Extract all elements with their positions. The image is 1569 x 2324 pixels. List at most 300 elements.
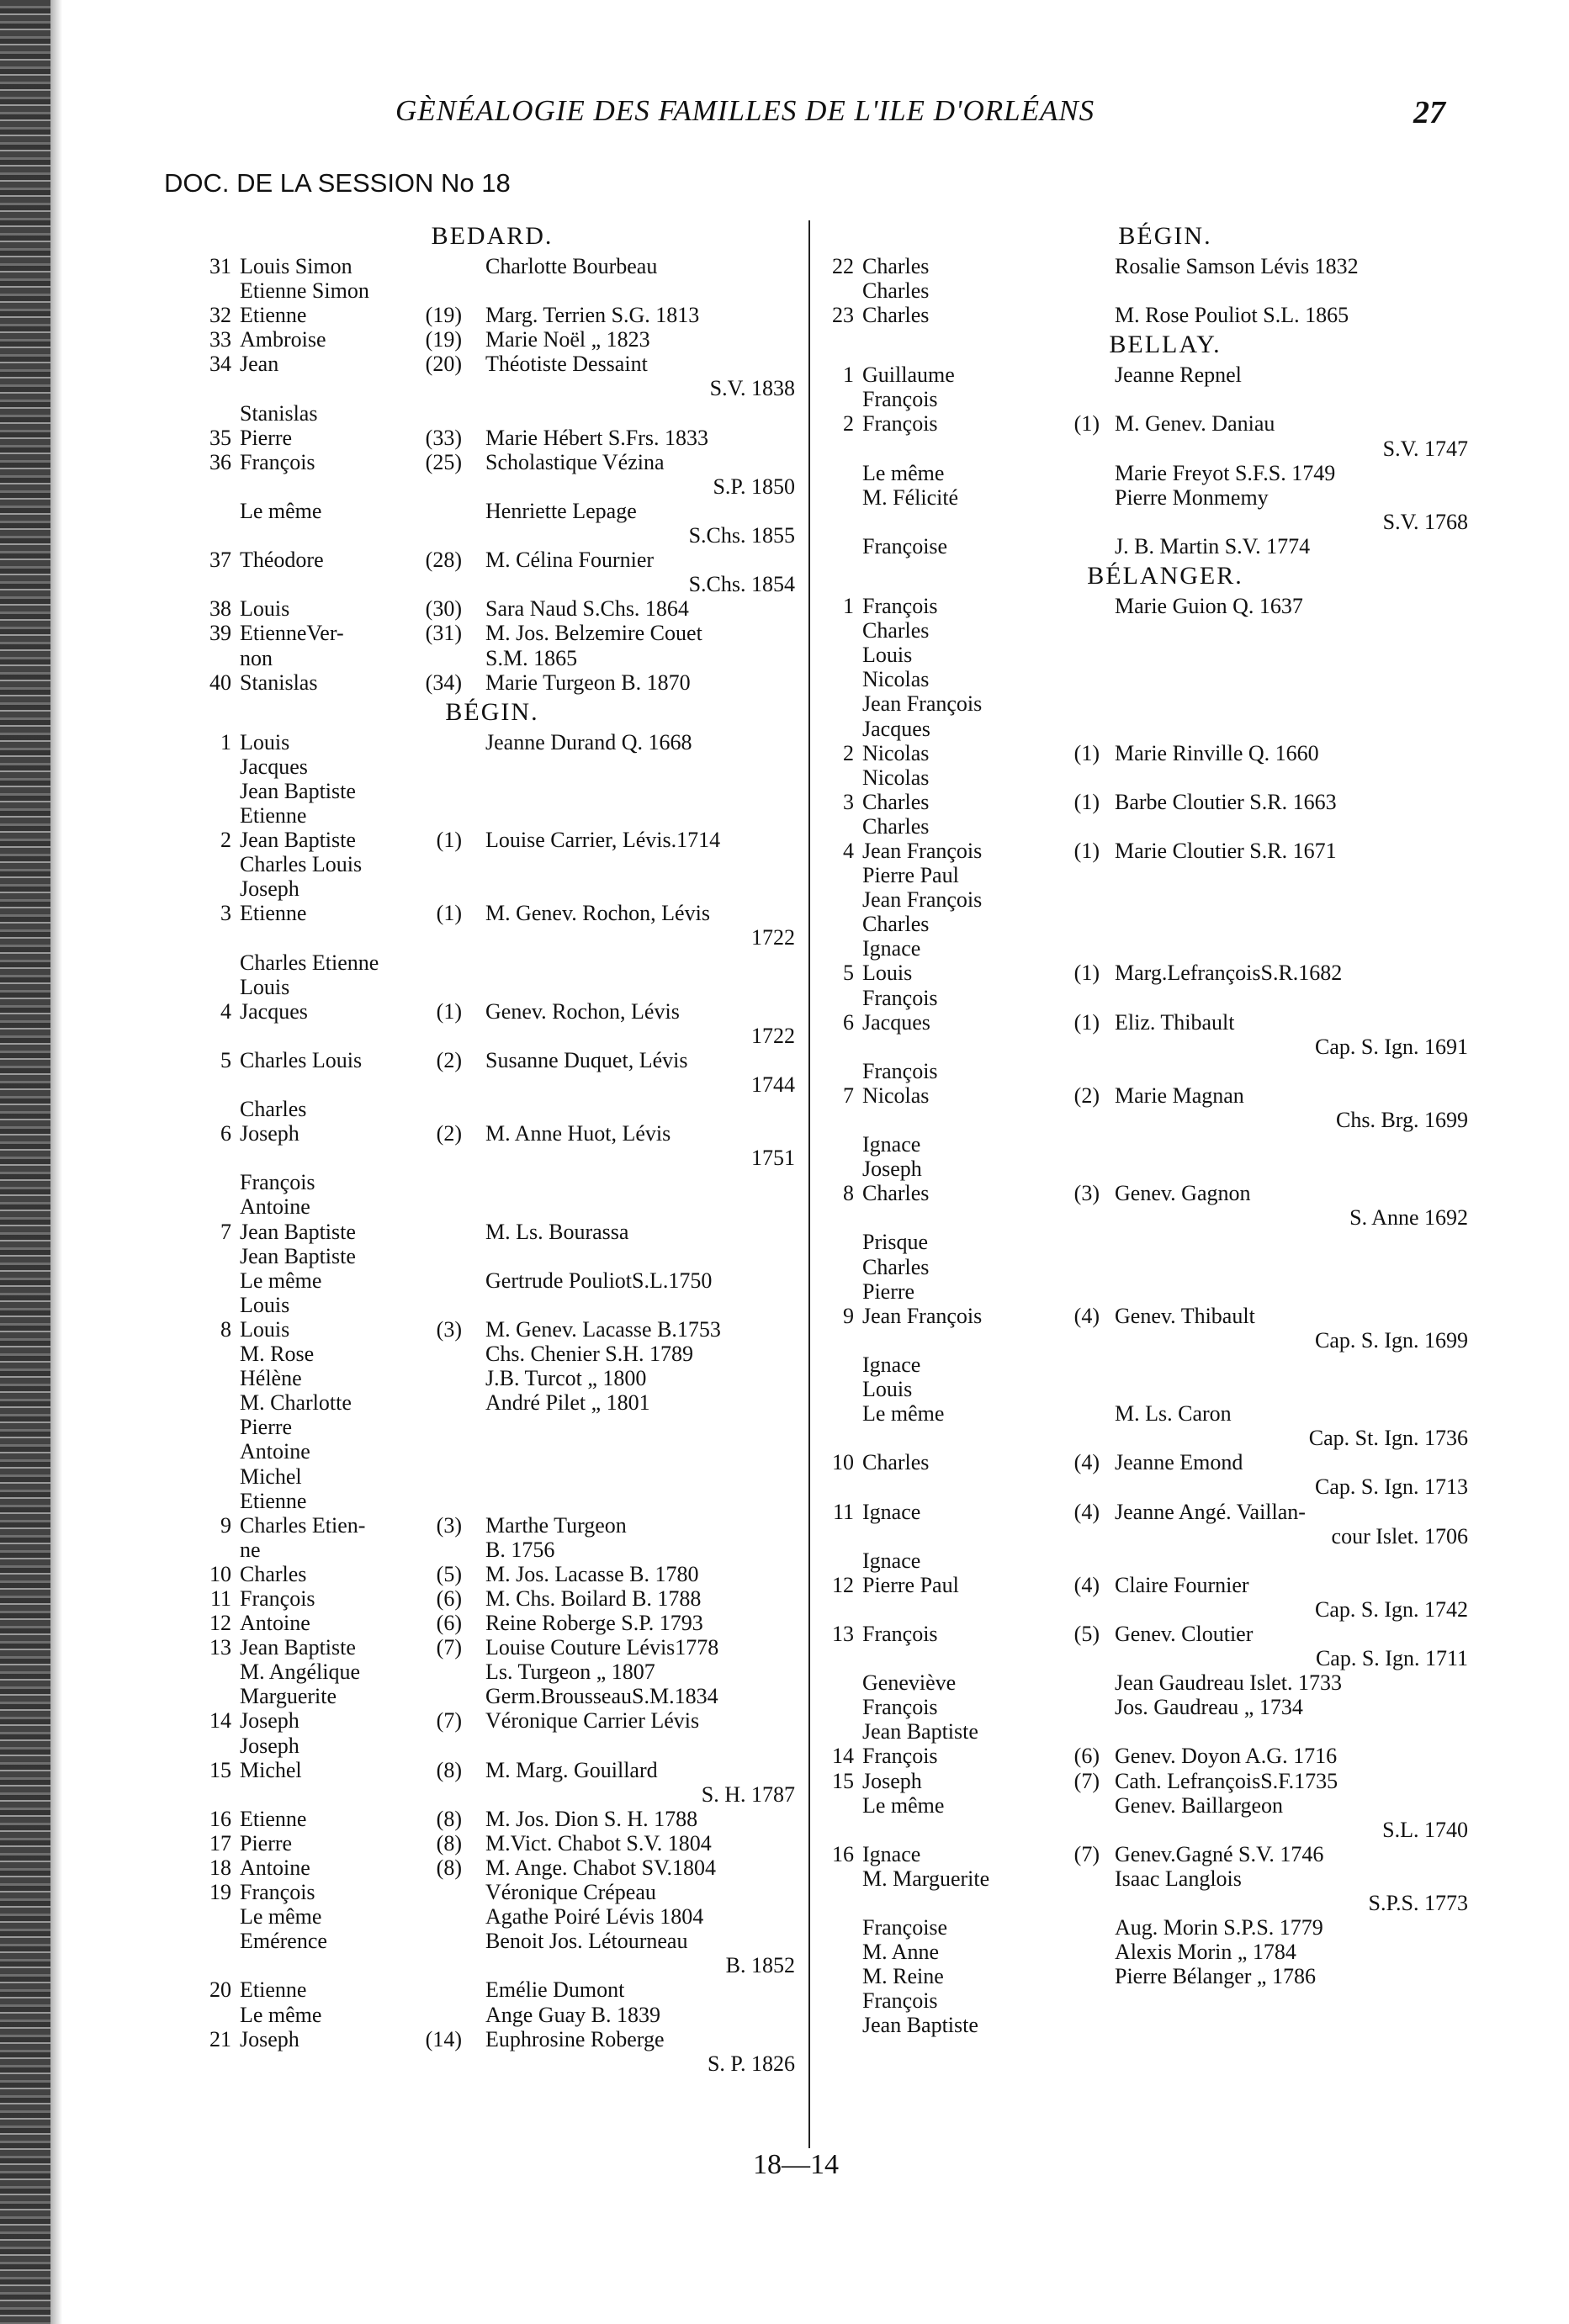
genealogy-entry bbox=[862, 1059, 1468, 1083]
genealogy-entry bbox=[220, 998, 795, 1024]
spouse-and-marriage: Genev. Rochon, Lévis bbox=[485, 998, 680, 1024]
person-name: Etienne bbox=[240, 1488, 307, 1513]
spouse-and-marriage: Susanne Duquet, Lévis bbox=[485, 1047, 688, 1072]
person-name: Ignace bbox=[862, 1841, 921, 1866]
person-name: Etienne bbox=[240, 802, 307, 828]
parent-reference: (6) bbox=[436, 1586, 462, 1611]
person-name: Etienne bbox=[240, 303, 307, 328]
entry-number: 19 bbox=[209, 1880, 231, 1905]
spouse-and-marriage: Marie Hébert S.Frs. 1833 bbox=[485, 425, 709, 450]
marriage-place-date: S.V. 1838 bbox=[709, 376, 795, 401]
person-name: Joseph bbox=[240, 1733, 299, 1758]
spouse-and-marriage: Agathe Poiré Lévis 1804 bbox=[485, 1904, 704, 1930]
spouse-and-marriage: Scholastique Vézina bbox=[485, 449, 665, 474]
person-name: François bbox=[862, 1988, 938, 2014]
person-name: Charles bbox=[862, 1181, 930, 1206]
spouse-and-marriage: Jean Gaudreau Islet. 1733 bbox=[1115, 1670, 1343, 1696]
spouse-and-marriage: Charlotte Bourbeau bbox=[485, 254, 658, 278]
genealogy-entry bbox=[240, 646, 795, 670]
spouse-and-marriage: M. Genev. Rochon, Lévis bbox=[485, 901, 710, 926]
person-name: Ambroise bbox=[240, 327, 326, 352]
person-name: M. Anne bbox=[862, 1940, 939, 1965]
parent-reference: (1) bbox=[1073, 838, 1100, 863]
binding-shadow bbox=[50, 0, 62, 2324]
parent-reference: (2) bbox=[1073, 1083, 1100, 1108]
parent-reference: (1) bbox=[1073, 1009, 1100, 1035]
spouse-and-marriage: Jeanne Repnel bbox=[1115, 363, 1242, 388]
person-name: Hélène bbox=[240, 1366, 302, 1391]
parent-reference: (19) bbox=[425, 327, 462, 352]
person-name: Guillaume bbox=[862, 363, 955, 388]
person-name: François bbox=[240, 1170, 315, 1195]
entry-number: 14 bbox=[832, 1744, 854, 1769]
spouse-and-marriage: Véronique Crépeau bbox=[485, 1880, 656, 1905]
person-name: Charles Etienne bbox=[240, 950, 379, 975]
genealogy-entry bbox=[240, 1489, 795, 1513]
genealogy-entry bbox=[220, 1121, 795, 1146]
entry-number: 11 bbox=[209, 1586, 231, 1611]
entry-number: 31 bbox=[209, 254, 231, 278]
entry-number: 21 bbox=[209, 2026, 231, 2051]
person-name: M. Charlotte bbox=[240, 1390, 352, 1416]
spouse-and-marriage: Reine Roberge S.P. 1793 bbox=[485, 1611, 703, 1636]
genealogy-entry bbox=[240, 1244, 795, 1268]
parent-reference: (1) bbox=[436, 901, 462, 926]
entry-number: 16 bbox=[209, 1806, 231, 1831]
genealogy-entry bbox=[862, 2013, 1468, 2037]
genealogy-entry bbox=[843, 363, 1468, 388]
spouse-and-marriage: Jos. Gaudreau „ 1734 bbox=[1115, 1695, 1303, 1720]
parent-reference: (7) bbox=[436, 1708, 462, 1734]
genealogy-entry bbox=[240, 852, 795, 876]
entry-number: 3 bbox=[843, 789, 854, 814]
marriage-place-date: S.V. 1747 bbox=[1382, 436, 1468, 461]
entry-number: 4 bbox=[843, 838, 854, 863]
genealogy-entry bbox=[209, 352, 795, 377]
entry-number: 33 bbox=[209, 327, 231, 352]
genealogy-entry bbox=[862, 887, 1468, 912]
person-name: François bbox=[862, 1058, 938, 1083]
book-binding-edge bbox=[0, 0, 50, 2324]
genealogy-entry bbox=[240, 1268, 795, 1293]
entry-number: 20 bbox=[209, 1977, 231, 2003]
spouse-and-marriage: Pierre Bélanger „ 1786 bbox=[1115, 1964, 1316, 1989]
genealogy-entry bbox=[862, 643, 1468, 667]
genealogy-entry bbox=[832, 1499, 1468, 1524]
person-name: Pierre Paul bbox=[862, 863, 959, 888]
genealogy-entry bbox=[220, 1512, 795, 1538]
spouse-and-marriage: Alexis Morin „ 1784 bbox=[1115, 1940, 1296, 1965]
person-name: Le même bbox=[862, 460, 945, 485]
spouse-and-marriage: Cath. LefrançoisS.F.1735 bbox=[1115, 1768, 1338, 1793]
genealogy-entry bbox=[240, 1538, 795, 1562]
parent-reference: (25) bbox=[425, 449, 462, 474]
parent-reference: (1) bbox=[1073, 961, 1100, 986]
parent-reference: (3) bbox=[1073, 1181, 1100, 1206]
genealogy-entry bbox=[220, 729, 795, 754]
genealogy-entry bbox=[862, 1719, 1468, 1744]
spouse-and-marriage: Henriette Lepage bbox=[485, 498, 637, 523]
genealogy-entry bbox=[862, 1377, 1468, 1401]
genealogy-entry bbox=[862, 814, 1468, 839]
entry-number: 7 bbox=[843, 1083, 854, 1108]
person-name: Louis bbox=[240, 596, 290, 622]
parent-reference: (6) bbox=[1073, 1744, 1100, 1769]
person-name: Nicolas bbox=[862, 740, 930, 765]
person-name: Charles bbox=[240, 1561, 307, 1586]
genealogy-entry bbox=[862, 717, 1468, 741]
genealogy-entry bbox=[220, 901, 795, 926]
entry-number: 23 bbox=[832, 303, 854, 328]
spouse-and-marriage: Germ.BrousseauS.M.1834 bbox=[485, 1684, 718, 1709]
genealogy-entry bbox=[843, 411, 1468, 437]
entry-number: 1 bbox=[220, 729, 231, 754]
person-name: Jean bbox=[240, 352, 279, 377]
person-name: Ignace bbox=[862, 1548, 921, 1573]
parent-reference: (34) bbox=[425, 670, 462, 695]
spouse-and-marriage: M.Vict. Chabot S.V. 1804 bbox=[485, 1830, 712, 1855]
marriage-place-date: 1722 bbox=[751, 1023, 795, 1048]
person-name: Jean Baptiste bbox=[240, 1635, 356, 1660]
genealogy-entry bbox=[832, 1768, 1468, 1793]
genealogy-entry bbox=[862, 667, 1468, 691]
entry-number: 18 bbox=[209, 1855, 231, 1880]
spouse-and-marriage: Théotiste Dessaint bbox=[485, 352, 648, 377]
entry-number: 16 bbox=[832, 1841, 854, 1866]
spouse-and-marriage: J.B. Turcot „ 1800 bbox=[485, 1366, 647, 1391]
spouse-and-marriage: Jeanne Angé. Vaillan- bbox=[1115, 1499, 1306, 1524]
person-name: Charles bbox=[862, 618, 930, 643]
genealogy-entry bbox=[209, 1880, 795, 1905]
spouse-and-marriage: Aug. Morin S.P.S. 1779 bbox=[1115, 1915, 1323, 1940]
spouse-and-marriage: Marie Cloutier S.R. 1671 bbox=[1115, 838, 1337, 863]
marriage-place-date: S.Chs. 1855 bbox=[688, 523, 795, 548]
genealogy-entry bbox=[240, 1464, 795, 1489]
genealogy-entry bbox=[209, 548, 795, 573]
genealogy-entry bbox=[862, 986, 1468, 1010]
parent-reference: (14) bbox=[425, 2026, 462, 2051]
parent-reference: (8) bbox=[436, 1855, 462, 1880]
person-name: Le même bbox=[240, 1268, 322, 1293]
spouse-and-marriage: J. B. Martin S.V. 1774 bbox=[1115, 533, 1311, 559]
parent-reference: (19) bbox=[425, 303, 462, 328]
entry-number: 6 bbox=[843, 1009, 854, 1035]
person-name: Jean Baptiste bbox=[240, 1243, 356, 1268]
genealogy-entry bbox=[240, 1684, 795, 1708]
person-name: Pierre bbox=[240, 425, 293, 450]
parent-reference: (30) bbox=[425, 596, 462, 622]
person-name: Jean Baptiste bbox=[862, 1719, 978, 1744]
marriage-place-date: 1722 bbox=[751, 925, 795, 950]
person-name: François bbox=[862, 411, 938, 437]
person-name: Joseph bbox=[240, 2026, 299, 2051]
genealogy-entry bbox=[843, 740, 1468, 765]
genealogy-entry bbox=[843, 1009, 1468, 1035]
person-name: M. Angélique bbox=[240, 1660, 360, 1685]
person-name: Louis bbox=[240, 1292, 290, 1317]
page-number: 27 bbox=[1413, 95, 1445, 130]
spouse-and-marriage: Marg. Terrien S.G. 1813 bbox=[485, 303, 700, 328]
person-name: Jacques bbox=[240, 754, 308, 779]
spouse-and-marriage: André Pilet „ 1801 bbox=[485, 1390, 650, 1416]
person-name: Michel bbox=[240, 1757, 302, 1782]
genealogy-entry bbox=[862, 691, 1468, 716]
spouse-and-marriage: Genev. Cloutier bbox=[1115, 1621, 1254, 1646]
genealogy-entry bbox=[209, 2026, 795, 2051]
person-name: Jacques bbox=[240, 998, 308, 1024]
entry-number: 39 bbox=[209, 621, 231, 646]
parent-reference: (7) bbox=[1073, 1841, 1100, 1866]
spouse-and-marriage: Ls. Turgeon „ 1807 bbox=[485, 1660, 655, 1685]
spouse-and-marriage: M. Jos. Dion S. H. 1788 bbox=[485, 1806, 698, 1831]
person-name: Jean Baptiste bbox=[240, 1219, 356, 1244]
person-name: Joseph bbox=[240, 1121, 299, 1146]
spouse-and-marriage: Genev. Baillargeon bbox=[1115, 1792, 1283, 1818]
spouse-and-marriage: Rosalie Samson Lévis 1832 bbox=[1115, 254, 1359, 278]
spouse-and-marriage: M. Jos. Lacasse B. 1780 bbox=[485, 1561, 699, 1586]
person-name: Emérence bbox=[240, 1929, 327, 1954]
spouse-and-marriage: M. Chs. Boilard B. 1788 bbox=[485, 1586, 702, 1611]
person-name: Charles bbox=[862, 912, 930, 937]
entry-number: 7 bbox=[220, 1219, 231, 1244]
entry-number: 11 bbox=[832, 1499, 854, 1524]
printer-signature: 18—14 bbox=[753, 2149, 839, 2180]
marriage-place-date: S.V. 1768 bbox=[1382, 509, 1468, 534]
spouse-and-marriage: Genev. Gagnon bbox=[1115, 1181, 1251, 1206]
parent-reference: (20) bbox=[425, 352, 462, 377]
person-name: M. Marguerite bbox=[862, 1866, 990, 1891]
parent-reference: (3) bbox=[436, 1512, 462, 1538]
person-name: non bbox=[240, 645, 273, 670]
person-name: Jean François bbox=[862, 1303, 983, 1328]
entry-number: 32 bbox=[209, 303, 231, 328]
genealogy-entry bbox=[862, 1548, 1468, 1573]
person-name: Louis bbox=[862, 1377, 913, 1402]
genealogy-entry bbox=[240, 1660, 795, 1684]
parent-reference: (5) bbox=[1073, 1621, 1100, 1646]
parent-reference: (2) bbox=[436, 1121, 462, 1146]
spouse-and-marriage: M. Ls. Bourassa bbox=[485, 1219, 629, 1244]
genealogy-entry bbox=[832, 1572, 1468, 1597]
genealogy-entry bbox=[240, 1904, 795, 1929]
spouse-and-marriage: M. Genev. Daniau bbox=[1115, 411, 1275, 437]
genealogy-entry bbox=[240, 1390, 795, 1415]
entry-number: 9 bbox=[220, 1512, 231, 1538]
genealogy-entry bbox=[862, 912, 1468, 936]
spouse-and-marriage: Benoit Jos. Létourneau bbox=[485, 1929, 688, 1954]
marriage-place-date: S.L. 1740 bbox=[1382, 1817, 1468, 1842]
person-name: François bbox=[862, 387, 938, 412]
marriage-place-date: S. Anne 1692 bbox=[1349, 1205, 1468, 1231]
genealogy-entry bbox=[862, 1230, 1468, 1254]
genealogy-entry bbox=[862, 1353, 1468, 1377]
person-name: Louis Simon bbox=[240, 254, 352, 278]
entry-number: 4 bbox=[220, 998, 231, 1024]
spouse-and-marriage: Marie Magnan bbox=[1115, 1083, 1244, 1108]
person-name: Ignace bbox=[862, 1499, 921, 1524]
spouse-and-marriage: Genev. Thibault bbox=[1115, 1303, 1255, 1328]
person-name: Louis bbox=[240, 1316, 290, 1342]
marriage-place-date: S. H. 1787 bbox=[701, 1781, 795, 1807]
spouse-and-marriage: Genev.Gagné S.V. 1746 bbox=[1115, 1841, 1324, 1866]
parent-reference: (2) bbox=[436, 1047, 462, 1072]
person-name: Françoise bbox=[862, 1915, 948, 1940]
genealogy-entry bbox=[832, 254, 1468, 278]
spouse-and-marriage: M. Anne Huot, Lévis bbox=[485, 1121, 671, 1146]
entry-number: 6 bbox=[220, 1121, 231, 1146]
entry-number: 13 bbox=[209, 1635, 231, 1660]
person-name: Pierre bbox=[240, 1415, 293, 1440]
genealogy-entry bbox=[209, 670, 795, 695]
spouse-and-marriage: Genev. Doyon A.G. 1716 bbox=[1115, 1744, 1338, 1769]
person-name: Le même bbox=[240, 1904, 322, 1930]
person-name: Nicolas bbox=[862, 1083, 930, 1108]
person-name: Nicolas bbox=[862, 765, 930, 790]
spouse-and-marriage: Gertrude PouliotS.L.1750 bbox=[485, 1268, 713, 1293]
genealogy-entry bbox=[220, 1047, 795, 1072]
person-name: Le même bbox=[240, 2002, 322, 2027]
person-name: Ignace bbox=[862, 1132, 921, 1157]
person-name: Antoine bbox=[240, 1611, 310, 1636]
spouse-and-marriage: S.M. 1865 bbox=[485, 645, 578, 670]
genealogy-entry bbox=[240, 950, 795, 975]
spouse-and-marriage: Claire Fournier bbox=[1115, 1572, 1249, 1597]
genealogy-entry bbox=[862, 765, 1468, 790]
family-heading: BEDARD. bbox=[431, 222, 554, 250]
parent-reference: (3) bbox=[436, 1316, 462, 1342]
person-name: Joseph bbox=[862, 1768, 922, 1793]
person-name: Charles bbox=[240, 1097, 307, 1122]
genealogy-entry bbox=[862, 534, 1468, 559]
genealogy-entry bbox=[240, 499, 795, 523]
genealogy-entry bbox=[240, 1415, 795, 1439]
person-name: Etienne bbox=[240, 1806, 307, 1831]
spouse-and-marriage: Pierre Monmemy bbox=[1115, 484, 1269, 510]
spouse-and-marriage: Sara Naud S.Chs. 1864 bbox=[485, 596, 689, 622]
person-name: François bbox=[862, 594, 938, 619]
parent-reference: (1) bbox=[1073, 789, 1100, 814]
parent-reference: (5) bbox=[436, 1561, 462, 1586]
genealogy-entry bbox=[240, 2003, 795, 2027]
marriage-place-date: Cap. S. Ign. 1742 bbox=[1315, 1596, 1468, 1622]
genealogy-entry bbox=[862, 618, 1468, 643]
person-name: Ignace bbox=[862, 936, 921, 961]
parent-reference: (8) bbox=[436, 1757, 462, 1782]
person-name: Etienne bbox=[240, 1977, 307, 2003]
marriage-place-date: Chs. Brg. 1699 bbox=[1336, 1108, 1468, 1132]
entry-number: 5 bbox=[220, 1047, 231, 1072]
genealogy-entry bbox=[220, 828, 795, 853]
person-name: M. Félicité bbox=[862, 484, 959, 510]
person-name: Charles Louis bbox=[240, 1047, 363, 1072]
spouse-and-marriage: B. 1756 bbox=[485, 1537, 555, 1562]
marriage-place-date: S.P. 1850 bbox=[713, 474, 795, 499]
genealogy-entry bbox=[240, 1170, 795, 1194]
spouse-and-marriage: M. Ls. Caron bbox=[1115, 1401, 1232, 1427]
page-header bbox=[0, 94, 1569, 145]
person-name: Jean Baptiste bbox=[240, 828, 356, 853]
spouse-and-marriage: Louise Carrier, Lévis.1714 bbox=[485, 828, 721, 853]
spouse-and-marriage: Jeanne Durand Q. 1668 bbox=[485, 729, 692, 754]
person-name: Jacques bbox=[862, 716, 930, 741]
spouse-and-marriage: Barbe Cloutier S.R. 1663 bbox=[1115, 789, 1337, 814]
entry-number: 2 bbox=[220, 828, 231, 853]
genealogy-entry bbox=[862, 1132, 1468, 1157]
genealogy-entry bbox=[843, 1083, 1468, 1108]
genealogy-entry bbox=[209, 1757, 795, 1782]
person-name: Pierre Paul bbox=[862, 1572, 959, 1597]
parent-reference: (4) bbox=[1073, 1499, 1100, 1524]
right-column bbox=[832, 219, 1468, 2038]
person-name: Stanislas bbox=[240, 400, 318, 426]
parent-reference: (1) bbox=[436, 828, 462, 853]
entry-number: 10 bbox=[832, 1450, 854, 1475]
genealogy-entry bbox=[209, 449, 795, 474]
person-name: Nicolas bbox=[862, 667, 930, 692]
person-name: François bbox=[240, 449, 315, 474]
parent-reference: (1) bbox=[1073, 411, 1100, 437]
spouse-and-marriage: M. Ange. Chabot SV.1804 bbox=[485, 1855, 716, 1880]
marriage-place-date: S. P. 1826 bbox=[707, 2051, 795, 2076]
person-name: Marguerite bbox=[240, 1684, 337, 1709]
genealogy-entry bbox=[862, 461, 1468, 485]
person-name: François bbox=[862, 1744, 938, 1769]
entry-number: 8 bbox=[843, 1181, 854, 1206]
person-name: François bbox=[862, 1695, 938, 1720]
genealogy-entry bbox=[832, 303, 1468, 328]
person-name: M. Rose bbox=[240, 1342, 315, 1367]
entry-number: 1 bbox=[843, 363, 854, 388]
genealogy-entry bbox=[832, 1621, 1468, 1646]
family-heading: BÉGIN. bbox=[1118, 222, 1212, 250]
parent-reference: (33) bbox=[425, 425, 462, 450]
genealogy-entry bbox=[240, 1929, 795, 1953]
person-name: Etienne Simon bbox=[240, 278, 369, 304]
person-name: Jean François bbox=[862, 887, 983, 913]
genealogy-entry bbox=[843, 838, 1468, 863]
person-name: Jean François bbox=[862, 691, 983, 717]
person-name: François bbox=[862, 1621, 938, 1646]
entry-number: 17 bbox=[209, 1830, 231, 1855]
person-name: Joseph bbox=[240, 876, 299, 902]
left-column bbox=[209, 219, 795, 2076]
person-name: Ignace bbox=[862, 1352, 921, 1377]
person-name: Pierre bbox=[862, 1278, 915, 1304]
person-name: Prisque bbox=[862, 1230, 928, 1255]
spouse-and-marriage: Jeanne Emond bbox=[1115, 1450, 1243, 1475]
person-name: Charles bbox=[862, 789, 930, 814]
spouse-and-marriage: Marie Noël „ 1823 bbox=[485, 327, 650, 352]
entry-number: 3 bbox=[220, 901, 231, 926]
genealogy-entry bbox=[209, 1586, 795, 1611]
person-name: Jean Baptiste bbox=[862, 2013, 978, 2038]
marriage-place-date: S.P.S. 1773 bbox=[1368, 1891, 1468, 1915]
spouse-and-marriage: Eliz. Thibault bbox=[1115, 1009, 1235, 1035]
entry-number: 35 bbox=[209, 425, 231, 450]
person-name: Antoine bbox=[240, 1855, 310, 1880]
genealogy-entry bbox=[240, 1293, 795, 1317]
genealogy-entry bbox=[240, 1366, 795, 1390]
genealogy-entry bbox=[843, 1181, 1468, 1206]
genealogy-entry bbox=[240, 1342, 795, 1366]
person-name: Théodore bbox=[240, 548, 324, 573]
genealogy-entry bbox=[862, 278, 1468, 303]
genealogy-entry bbox=[209, 1561, 795, 1586]
spouse-and-marriage: M. Jos. Belzemire Couet bbox=[485, 621, 702, 646]
parent-reference: (6) bbox=[436, 1611, 462, 1636]
family-heading: BELLAY. bbox=[1109, 331, 1222, 359]
spouse-and-marriage: Chs. Chenier S.H. 1789 bbox=[485, 1342, 693, 1367]
